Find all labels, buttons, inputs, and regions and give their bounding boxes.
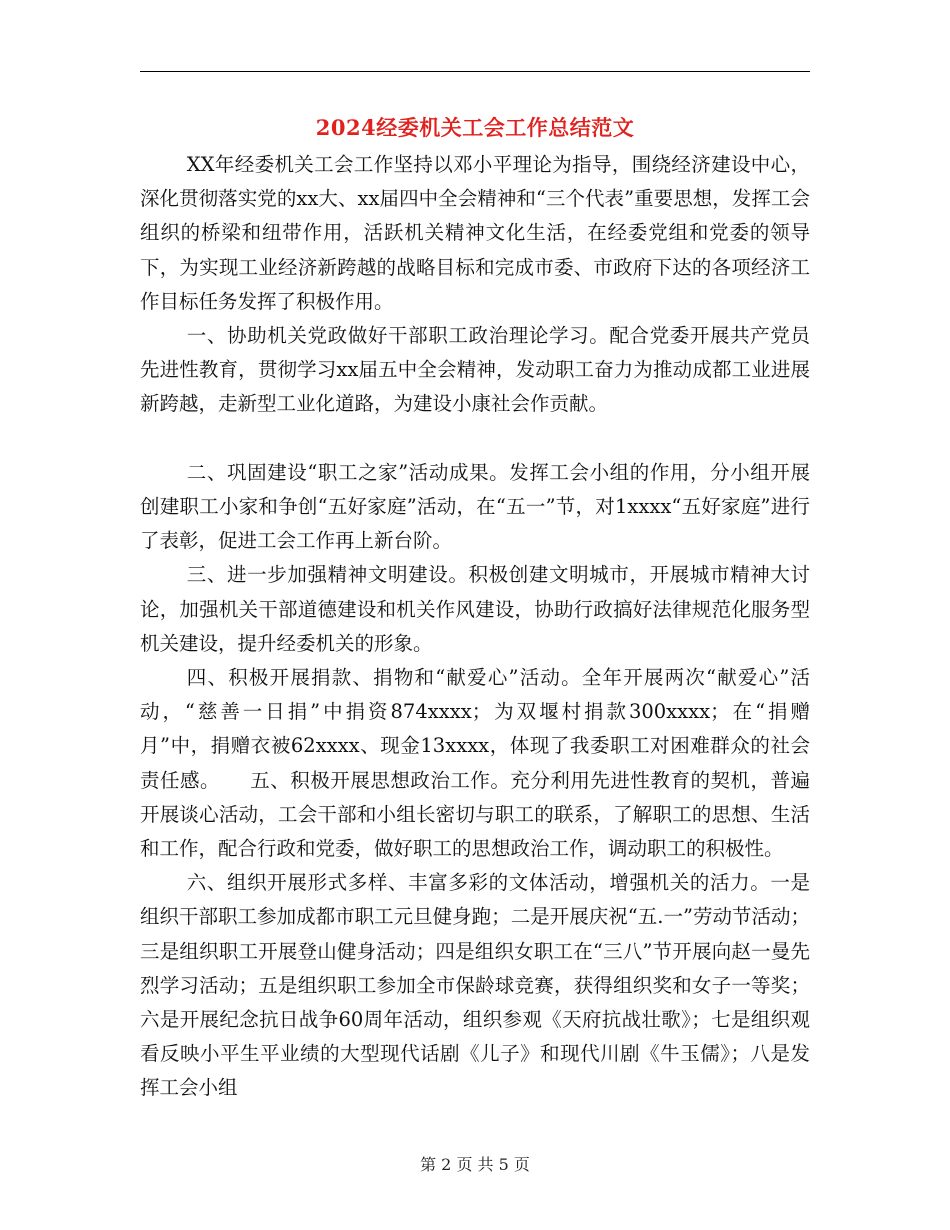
paragraph-4-5: 四、积极开展捐款、捐物和“献爱心”活动。全年开展两次“献爱心”活动，“慈善一日捐”中捐资874xxxx；为双堰村捐款300xxxx；在“捐赠月”中，捐赠衣被62xxxx、现金13xxxx，体现了我委职工对困难群众的社会责任感。 五、积极开展思想政治工作。充分利用先进性教育的契机，普遍开展谈心活动，工会干部和小组长密切与职工的联系，了解职工的思想、生活和工作，配合行政和党委，做好职工的思想政治工作，调动职工的积极性。 — [140, 666, 810, 861]
paragraph-spacer — [140, 422, 810, 456]
document-body — [140, 148, 810, 1106]
page-footer: 第 2 页 共 5 页 — [420, 1155, 530, 1174]
document-title: 2024经委机关工会工作总结范文 — [315, 115, 635, 140]
header-rule — [140, 71, 810, 72]
paragraph-3: 三、进一步加强精神文明建设。积极创建文明城市，开展城市精神大讨论，加强机关干部道德建设和机关作风建设，协助行政搞好法律规范化服务型机关建设，提升经委机关的形象。 — [140, 563, 810, 655]
paragraph-6: 六、组织开展形式多样、丰富多彩的文体活动，增强机关的活力。一是组织干部职工参加成都市职工元旦健身跑；二是开展庆祝“五.一”劳动节活动；三是组织职工开展登山健身活动；四是组织女职工在“三八”节开展向赵一曼先烈学习活动；五是组织职工参加全市保龄球竞赛，获得组织奖和女子一等奖；六是开展纪念抗日战争60周年活动，组织参观《天府抗战壮歌》；七是组织观看反映小平生平业绩的大型现代话剧《儿子》和现代川剧《牛玉儒》；八是发挥工会小组 — [140, 871, 810, 1100]
paragraph-1: 一、协助机关党政做好干部职工政治理论学习。配合党委开展共产党员先进性教育，贯彻学习xx届五中全会精神，发动职工奋力为推动成都工业进展新跨越，走新型工业化道路，为建设小康社会作贡献。 — [140, 324, 810, 416]
paragraph-intro: XX年经委机关工会工作坚持以邓小平理论为指导，围绕经济建设中心，深化贯彻落实党的xx大、xx届四中全会精神和“三个代表”重要思想，发挥工会组织的桥梁和纽带作用，活跃机关精神文化生活，在经委党组和党委的领导下，为实现工业经济新跨越的战略目标和完成市委、市政府下达的各项经济工作目标任务发挥了积极作用。 — [140, 153, 810, 313]
paragraph-2: 二、巩固建设“职工之家”活动成果。发挥工会小组的作用，分小组开展创建职工小家和争创“五好家庭”活动，在“五一”节，对1xxxx“五好家庭”进行了表彰，促进工会工作再上新台阶。 — [140, 460, 810, 553]
